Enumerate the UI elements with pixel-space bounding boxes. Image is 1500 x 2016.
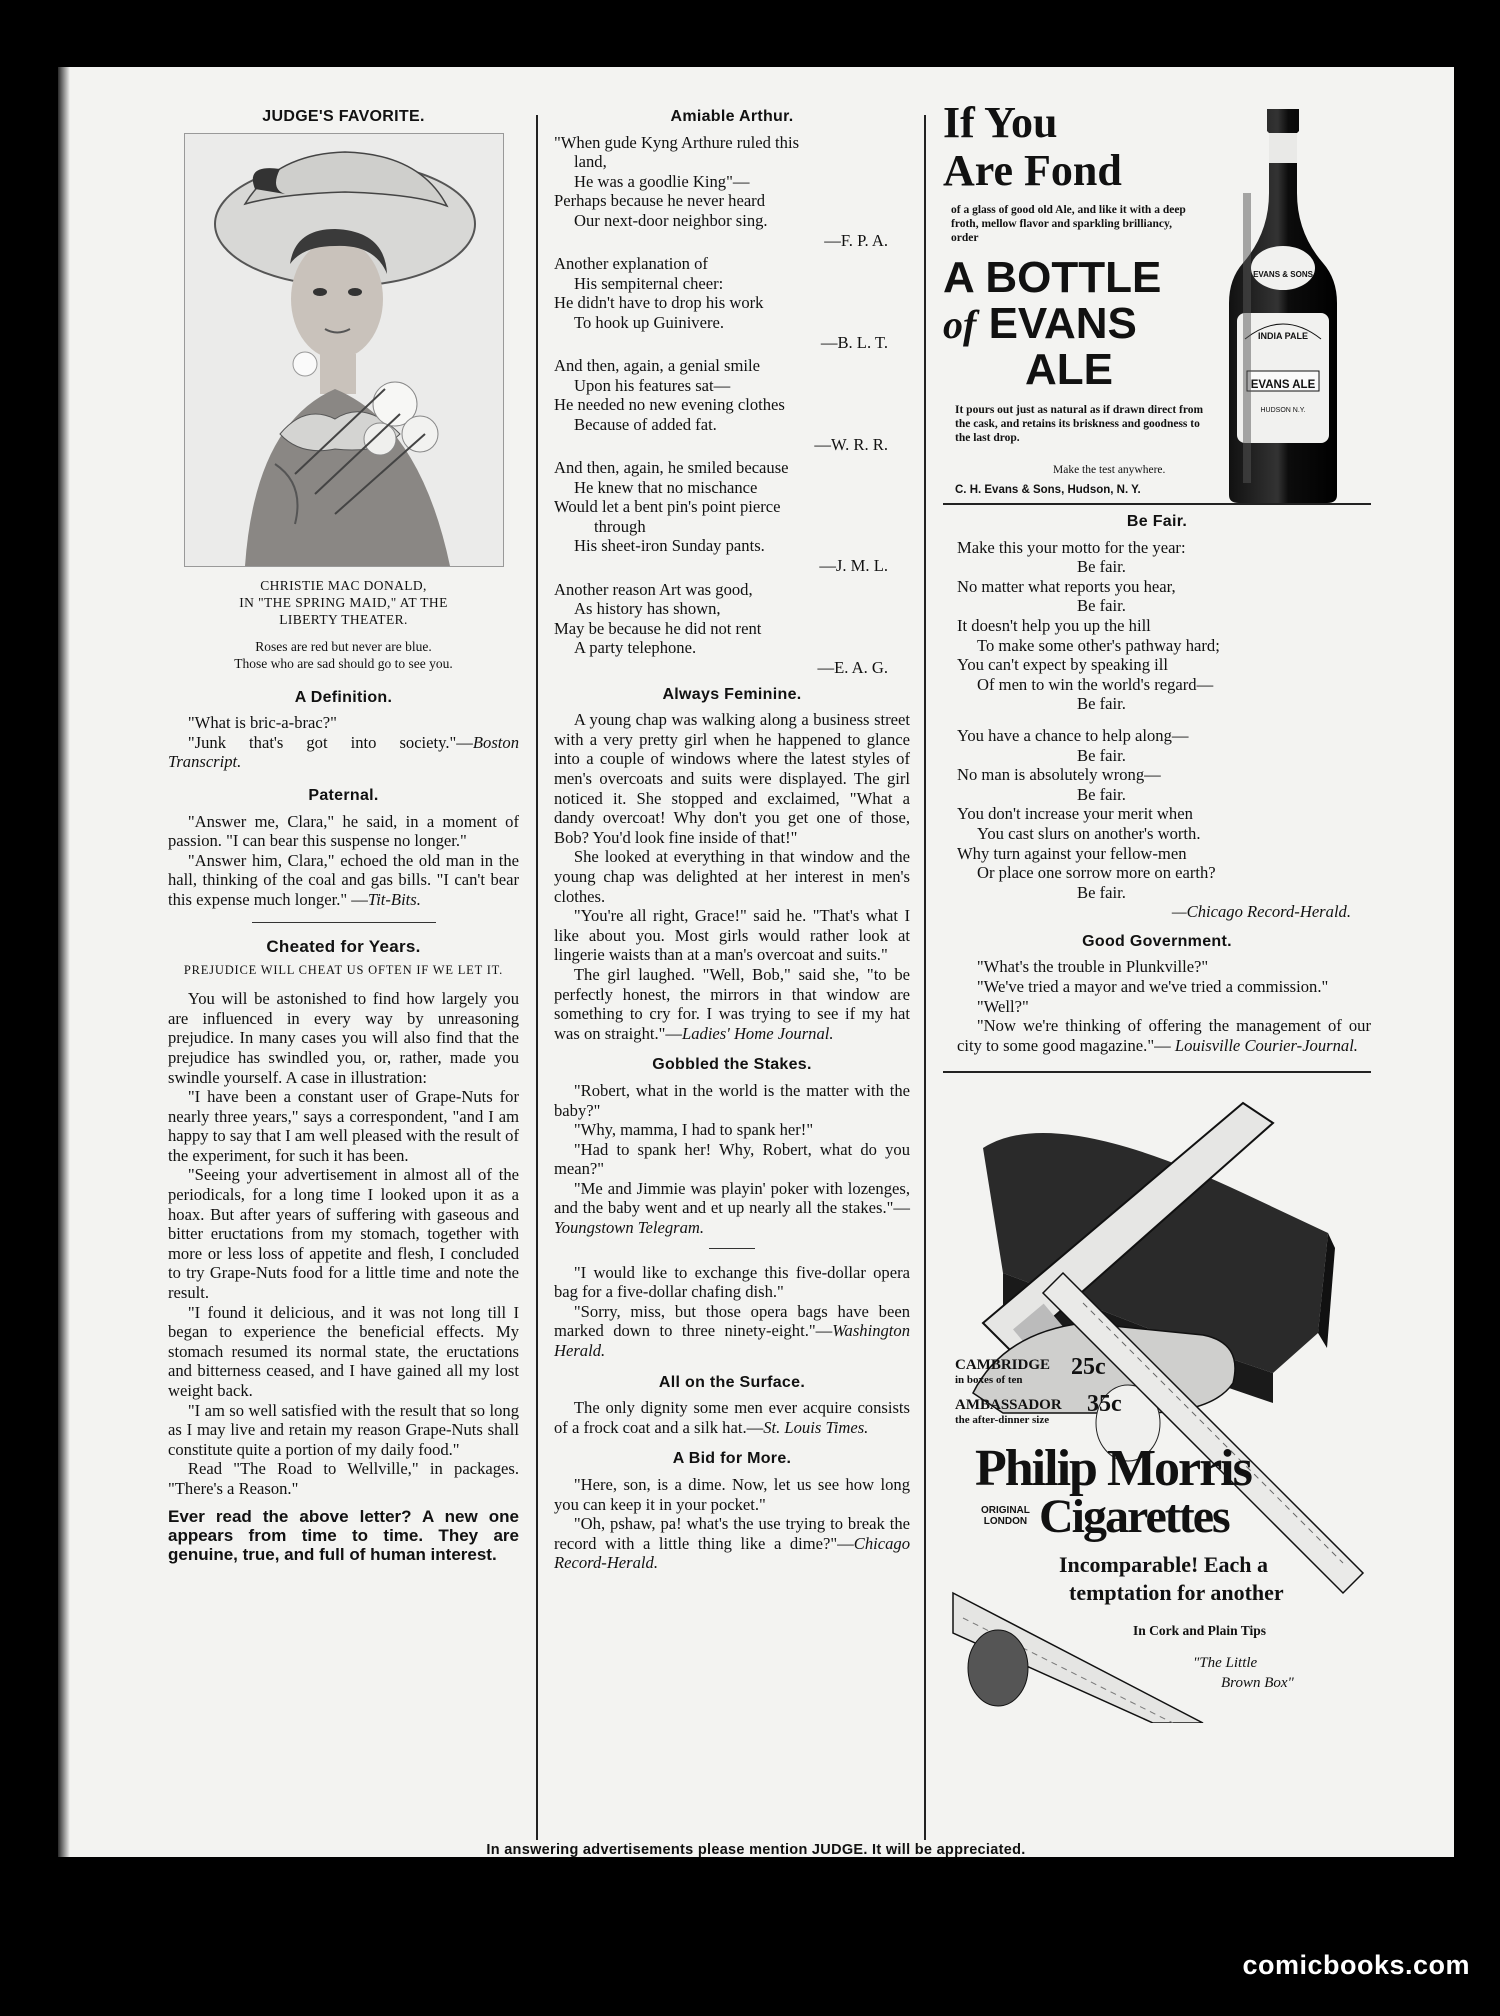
poem-line: And then, again, a genial smile xyxy=(554,356,760,376)
poem-line: Because of added fat. xyxy=(574,414,717,434)
source-credit: Youngstown Telegram. xyxy=(554,1218,704,1238)
photo-caption-line: LIBERTY THEATER. xyxy=(279,611,408,627)
ambassador-price: 35c xyxy=(1087,1391,1122,1418)
cambridge-price: 25c xyxy=(1071,1354,1106,1381)
be-fair-source: —Chicago Record-Herald. xyxy=(1171,902,1351,922)
cheated-paragraph: "I found it delicious, and it was not long till I began to experience the beneficial effects. My stomach resumed its normal state, the eructations and bitterness ceased, and I have gained all my lost weight back. xyxy=(168,1302,519,1400)
ambassador-label: AMBASSADOR the after-dinner size xyxy=(955,1397,1062,1427)
column-1 xyxy=(168,105,519,1564)
poem-line: Be fair. xyxy=(1077,882,1126,902)
page-footer: In answering advertisements please mention JUDGE. It will be appreciated. xyxy=(486,1842,1026,1858)
bid-paragraph: "Here, son, is a dime. Now, let us see how long you can keep it in your pocket." xyxy=(554,1475,910,1514)
source-credit: St. Louis Times. xyxy=(763,1417,869,1437)
pm-box-slogan: "The Little Brown Box" xyxy=(1193,1655,1294,1692)
cheated-paragraph: "I am so well satisfied with the result that so long as I may live and retain my reason Grape-Nuts shall constitute quite a portion of my daily food." xyxy=(168,1400,519,1459)
gobbled-paragraph: "Why, mamma, I had to spank her!" xyxy=(573,1120,814,1140)
poem-line: And then, again, he smiled because xyxy=(554,458,789,478)
poem-line: Upon his features sat— xyxy=(574,375,731,395)
poem-line: Perhaps because he never heard xyxy=(554,191,766,211)
poem-line: Another reason Art was good, xyxy=(554,579,753,599)
poem-line: Be fair. xyxy=(1077,557,1126,577)
poem-attribution: —B. L. T. xyxy=(820,332,888,352)
pm-tips: In Cork and Plain Tips xyxy=(1133,1623,1267,1639)
poem-line: No matter what reports you hear, xyxy=(957,576,1176,596)
poem-line: A party telephone. xyxy=(574,638,697,658)
evans-intro: of a glass of good old Ale, and like it with a deep froth, mellow flavor and sparkling brilliancy, order xyxy=(951,204,1186,244)
cigarettes-brand: Cigarettes xyxy=(1039,1490,1229,1544)
gobbled-title: Gobbled the Stakes. xyxy=(652,1056,812,1074)
government-paragraph: "Now we're thinking of offering the management of our city to some good magazine."— Louisville Courier-Journal. xyxy=(957,1016,1371,1055)
surface-paragraph: The only dignity some men ever acquire consists of a frock coat and a silk hat.—St. Louis Times. xyxy=(554,1398,910,1437)
bid-paragraph: "Oh, pshaw, pa! what's the use trying to break the record with a little thing like a dime?"—Chicago Record-Herald. xyxy=(554,1514,910,1573)
caption-verse-line: Those who are sad should go to see you. xyxy=(234,655,453,671)
bottle-label-bottom: HUDSON N.Y. xyxy=(1260,407,1306,414)
definition-paragraph: "What is bric-a-brac?" xyxy=(187,713,337,733)
watermark: comicbooks.com xyxy=(1242,1950,1470,1980)
poem-line: It doesn't help you up the hill xyxy=(957,615,1151,635)
page-gutter-shadow xyxy=(58,67,70,1857)
poem-line: May be because he did not rent xyxy=(554,618,762,638)
feminine-paragraph: A young chap was walking along a business street with a very pretty girl when he happened to glance into a couple of windows where the latest styles of men's overcoats and suits were displayed. The girl noticed it. She stopped and exclaimed, "What a dandy overcoat! Why don't you get one of those, Bob? You'd look fine inside of that!" xyxy=(554,710,910,847)
cheated-paragraph: "I have been a constant user of Grape-Nuts for nearly three years," says a correspondent, "and I am happy to say that I am well pleased with the result of the experiment, for such it has been. xyxy=(168,1087,519,1165)
government-paragraph: "What's the trouble in Plunkville?" xyxy=(976,957,1209,977)
be-fair-poem xyxy=(943,538,1371,903)
caption-verse-line: Roses are red but never are blue. xyxy=(255,638,432,654)
poem-line xyxy=(957,714,1371,726)
arthur-title: Amiable Arthur. xyxy=(670,108,794,125)
evans-body: It pours out just as natural as if drawn direct from the cask, and retains its briskness and goodness to the last drop. xyxy=(955,404,1204,444)
column-2 xyxy=(554,105,910,1573)
poem-line: Be fair. xyxy=(1077,745,1126,765)
philip-morris-brand: Philip Morris xyxy=(975,1440,1251,1498)
column-rule-1 xyxy=(536,115,538,1840)
bottle-label-mid: INDIA PALE xyxy=(1257,331,1308,341)
poem-line: Be fair. xyxy=(1077,596,1126,616)
feminine-paragraph: The girl laughed. "Well, Bob," said she, "to be perfectly honest, the mirrors in that window are something to cry for. I was trying to see if my hat was on straight."—Ladies' Home Journal. xyxy=(554,964,910,1043)
philip-morris-advertisement xyxy=(943,1071,1371,1723)
poem-line: He didn't have to drop his work xyxy=(554,293,764,313)
cambridge-label: CAMBRIDGE in boxes of ten xyxy=(955,1357,1051,1387)
judges-favorite-heading: JUDGE'S FAVORITE. xyxy=(262,108,425,125)
poem-line: "When gude Kyng Arthure ruled this xyxy=(554,132,800,152)
short-divider xyxy=(709,1248,755,1249)
pm-tagline: Incomparable! Each a temptation for another xyxy=(1059,1552,1284,1606)
poem-line: Would let a bent pin's point pierce xyxy=(554,497,781,517)
poem-line: He knew that no mischance xyxy=(574,477,758,497)
poem-attribution: —E. A. G. xyxy=(817,658,888,678)
section-divider xyxy=(252,922,436,923)
feminine-paragraph: She looked at everything in that window and the young chap was delighted at her interest in men's clothes. xyxy=(554,847,910,906)
poem-line: He was a goodlie King"— xyxy=(574,171,750,191)
paternal-paragraph: "Answer him, Clara," echoed the old man in the hall, thinking of the coal and gas bills. "I can't bear this expense much longer." —Tit-Bits. xyxy=(168,850,519,909)
cheated-paragraph: You will be astonished to find how largely you are influenced in every way by unreasoning prejudice. In many cases you will also find that the prejudice has swindled you, or, rather, made you swindle yourself. A case in illustration: xyxy=(168,989,519,1087)
portrait-photo xyxy=(184,133,504,567)
evans-big-line-3: ALE xyxy=(1025,345,1113,394)
source-credit: Louisville Courier-Journal. xyxy=(1174,1035,1358,1055)
poem-line: His sempiternal cheer: xyxy=(574,273,724,293)
photo-caption-line: IN "THE SPRING MAID," AT THE xyxy=(239,594,448,610)
paternal-paragraph: "Answer me, Clara," he said, in a moment of passion. "I can bear this suspense no longer." xyxy=(168,811,519,851)
magazine-page xyxy=(58,67,1454,1857)
be-fair-title: Be Fair. xyxy=(1126,513,1188,530)
poem-attribution: —W. R. R. xyxy=(814,434,888,454)
government-title: Good Government. xyxy=(1082,932,1232,950)
poem-line: His sheet-iron Sunday pants. xyxy=(574,536,765,556)
column-rule-2 xyxy=(924,115,926,1840)
government-paragraph: "Well?" xyxy=(976,996,1029,1016)
arthur-poem xyxy=(554,133,910,678)
poem-line: land, xyxy=(574,152,607,172)
government-paragraph: "We've tried a mayor and we've tried a commission." xyxy=(976,977,1329,997)
feminine-paragraph: "You're all right, Grace!" said he. "That's what I like about you. Most girls would rather look at lingerie waists than at a man's overcoat and suits." xyxy=(554,906,910,965)
bottle-label-top: EVANS & SONS xyxy=(1253,270,1313,279)
cheated-paragraph: "Seeing your advertisement in almost all of the periodicals, for a long time I looked upon it as a hoax. But after years of suffering with gaseous and bitter eructations from my stomach, together with more or less loss of appetite and flesh, I concluded to try Grape-Nuts food for a little time and note the result. xyxy=(168,1165,519,1303)
poem-line: through xyxy=(594,516,646,536)
definition-paragraph: "Junk that's got into society."—Boston Transcript. xyxy=(168,732,519,772)
poem-line: Why turn against your fellow-men xyxy=(957,843,1187,863)
paternal-title: Paternal. xyxy=(308,786,379,804)
evans-big-line-2: of EVANS xyxy=(943,299,1137,348)
bottle-label-brand: EVANS ALE xyxy=(1250,379,1316,391)
poem-line: You have a chance to help along— xyxy=(957,725,1189,745)
poem-line: To hook up Guinivere. xyxy=(574,312,724,332)
cheated-title: Cheated for Years. xyxy=(266,936,421,956)
evans-maker: C. H. Evans & Sons, Hudson, N. Y. xyxy=(955,484,1141,496)
definition-title: A Definition. xyxy=(294,688,393,706)
poem-attribution: —F. P. A. xyxy=(824,230,888,250)
evans-big-line-1: A BOTTLE xyxy=(943,253,1162,302)
source-credit: Chicago Record-Herald. xyxy=(554,1533,910,1573)
cheated-closing: Ever read the above letter? A new one appears from time to time. They are genuine, true, and full of human interest. xyxy=(168,1506,519,1564)
evans-headline-1: If You xyxy=(943,98,1058,147)
poem-line: You cast slurs on another's worth. xyxy=(977,823,1201,843)
surface-title: All on the Surface. xyxy=(658,1373,806,1391)
evans-ale-advertisement xyxy=(943,98,1371,505)
poem-line: He needed no new evening clothes xyxy=(554,395,785,415)
poem-attribution: —J. M. L. xyxy=(819,556,888,576)
evans-headline-2: Are Fond xyxy=(943,146,1122,195)
poem-line: You can't expect by speaking ill xyxy=(957,655,1168,675)
source-credit: Boston Transcript. xyxy=(168,732,519,772)
poem-line: Of men to win the world's regard— xyxy=(977,674,1214,694)
photo-caption-line: CHRISTIE MAC DONALD, xyxy=(260,577,427,593)
opera-paragraph: "I would like to exchange this five-dollar opera bag for a five-dollar chafing dish." xyxy=(554,1262,910,1302)
poem-line: You don't increase your merit when xyxy=(957,804,1193,824)
ale-bottle-icon xyxy=(1223,103,1343,505)
bid-title: A Bid for More. xyxy=(672,1450,792,1468)
source-credit: Washington Herald. xyxy=(554,1321,910,1361)
poem-line: Be fair. xyxy=(1077,694,1126,714)
cheated-paragraph: Read "The Road to Wellville," in packages. "There's a Reason." xyxy=(168,1459,519,1498)
poem-line: Our next-door neighbor sing. xyxy=(574,210,768,230)
feminine-title: Always Feminine. xyxy=(662,685,802,703)
original-london-label: ORIGINAL LONDON xyxy=(981,1505,1030,1528)
column-3 xyxy=(943,98,1371,1723)
opera-paragraph: "Sorry, miss, but those opera bags have been marked down to three ninety-eight."—Washington Herald. xyxy=(554,1301,910,1361)
evans-test: Make the test anywhere. xyxy=(1053,464,1166,476)
gobbled-paragraph: "Had to spank her! Why, Robert, what do you mean?" xyxy=(554,1139,910,1179)
poem-line: Another explanation of xyxy=(554,254,708,274)
poem-line: No man is absolutely wrong— xyxy=(957,765,1161,785)
gobbled-paragraph: "Me and Jimmie was playin' poker with lozenges, and the baby went and et up nearly all the stakes."—Youngstown Telegram. xyxy=(554,1178,910,1238)
cheated-subtitle: PREJUDICE WILL CHEAT US OFTEN IF WE LET IT. xyxy=(183,963,504,978)
poem-line: As history has shown, xyxy=(574,599,721,619)
poem-line: Be fair. xyxy=(1077,784,1126,804)
gobbled-paragraph: "Robert, what in the world is the matter with the baby?" xyxy=(554,1080,910,1120)
poem-line: Make this your motto for the year: xyxy=(957,537,1186,557)
poem-line: To make some other's pathway hard; xyxy=(977,635,1220,655)
poem-line: Or place one sorrow more on earth? xyxy=(977,863,1216,883)
source-credit: Ladies' Home Journal. xyxy=(682,1023,834,1043)
source-credit: Tit-Bits. xyxy=(367,889,421,909)
